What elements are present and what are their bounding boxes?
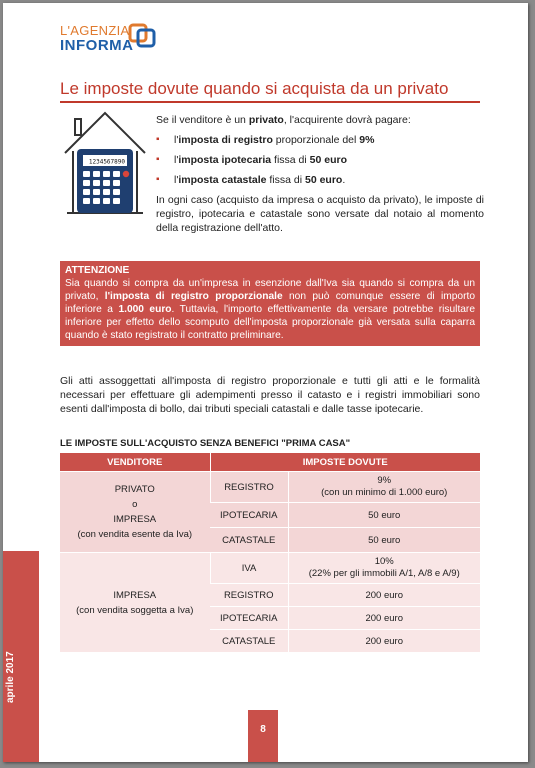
tax-bullet-list: [156, 133, 484, 187]
tax-name: REGISTRO: [210, 584, 288, 607]
agenzia-informa-logo: [60, 23, 170, 63]
tax-name: CATASTALE: [210, 528, 288, 553]
logo-line1: L'AGENZIA: [60, 23, 130, 38]
tax-amount: 200 euro: [288, 584, 480, 607]
title-rule: [60, 101, 480, 103]
tax-name: IPOTECARIA: [210, 503, 288, 528]
list-item: ▪ l'imposta ipotecaria fissa di 50 euro: [156, 153, 484, 167]
calculator-display: 1234567890: [88, 158, 125, 166]
table-row: [60, 553, 480, 584]
logo-line2: INFORMA: [60, 37, 134, 54]
table-title: LE IMPOSTE SULL'ACQUISTO SENZA BENEFICI "PRIMA CASA": [60, 438, 351, 449]
tax-amount: 50 euro: [288, 503, 480, 528]
seller-cell-company: IMPRESA (con vendita soggetta a Iva): [60, 553, 210, 653]
seller-cell-private: PRIVATO o IMPRESA (con vendita esente da Iva): [60, 472, 210, 553]
table-row: [60, 472, 480, 503]
exemption-paragraph: Gli atti assoggettati all'imposta di registro proporzionale e tutti gli atti e le formalità necessari per effettuare gli adempimenti presso il catasto e i registri immobiliari sono esenti dall'imposta di bollo, dai tributi speciali catastali e dalle tasse ipotecarie.: [60, 375, 480, 415]
page-title: Le imposte dovute quando si acquista da un privato: [60, 79, 449, 98]
tax-amount: 200 euro: [288, 607, 480, 630]
table-header-venditore: VENDITORE: [60, 453, 210, 472]
attention-heading: ATTENZIONE: [65, 265, 130, 276]
tax-name: IPOTECARIA: [210, 607, 288, 630]
tax-amount: 50 euro: [288, 528, 480, 553]
tax-name: IVA: [210, 553, 288, 584]
tax-amount: 10% (22% per gli immobili A/1, A/8 e A/9): [288, 553, 480, 584]
list-item: ▪ l'imposta di registro proporzionale del 9%: [156, 133, 484, 147]
tax-amount: 200 euro: [288, 630, 480, 653]
intro-sentence: Se il venditore è un privato, l'acquirente dovrà pagare:: [156, 114, 411, 126]
table-header-imposte: IMPOSTE DOVUTE: [210, 453, 480, 472]
page-number-box: [248, 710, 278, 762]
tax-amount: 9% (con un minimo di 1.000 euro): [288, 472, 480, 503]
logo-mark-icon: [126, 21, 158, 49]
document-page: [3, 3, 528, 762]
list-item: ▪ l'imposta catastale fissa di 50 euro.: [156, 173, 484, 187]
intro-text-block: [156, 113, 484, 235]
tax-name: REGISTRO: [210, 472, 288, 503]
attention-box: ATTENZIONE Sia quando si compra da un'impresa in esenzione dall'Iva sia quando si compra da un privato, l'imposta di registro proporzionale non può comunque essere di importo inferiore a 1.000 euro. Tuttavia, l'importo effettivamente da versare potrebbe risultare inferiore per effetto dello scomputo dell'imposta proporzionale già versata sulla caparra quando è stato registrato il contratto preliminare.: [60, 261, 480, 346]
tax-name: CATASTALE: [210, 630, 288, 653]
tax-table: [60, 453, 480, 652]
page-number: 8: [260, 724, 266, 735]
footer-date: aprile 2017: [5, 651, 16, 703]
closing-paragraph: In ogni caso (acquisto da impresa o acquisto da privato), le imposte di registro, ipotecaria e catastale sono versate dal notaio al momento della registrazione dell'atto.: [156, 194, 484, 234]
house-calculator-icon: [63, 109, 147, 219]
